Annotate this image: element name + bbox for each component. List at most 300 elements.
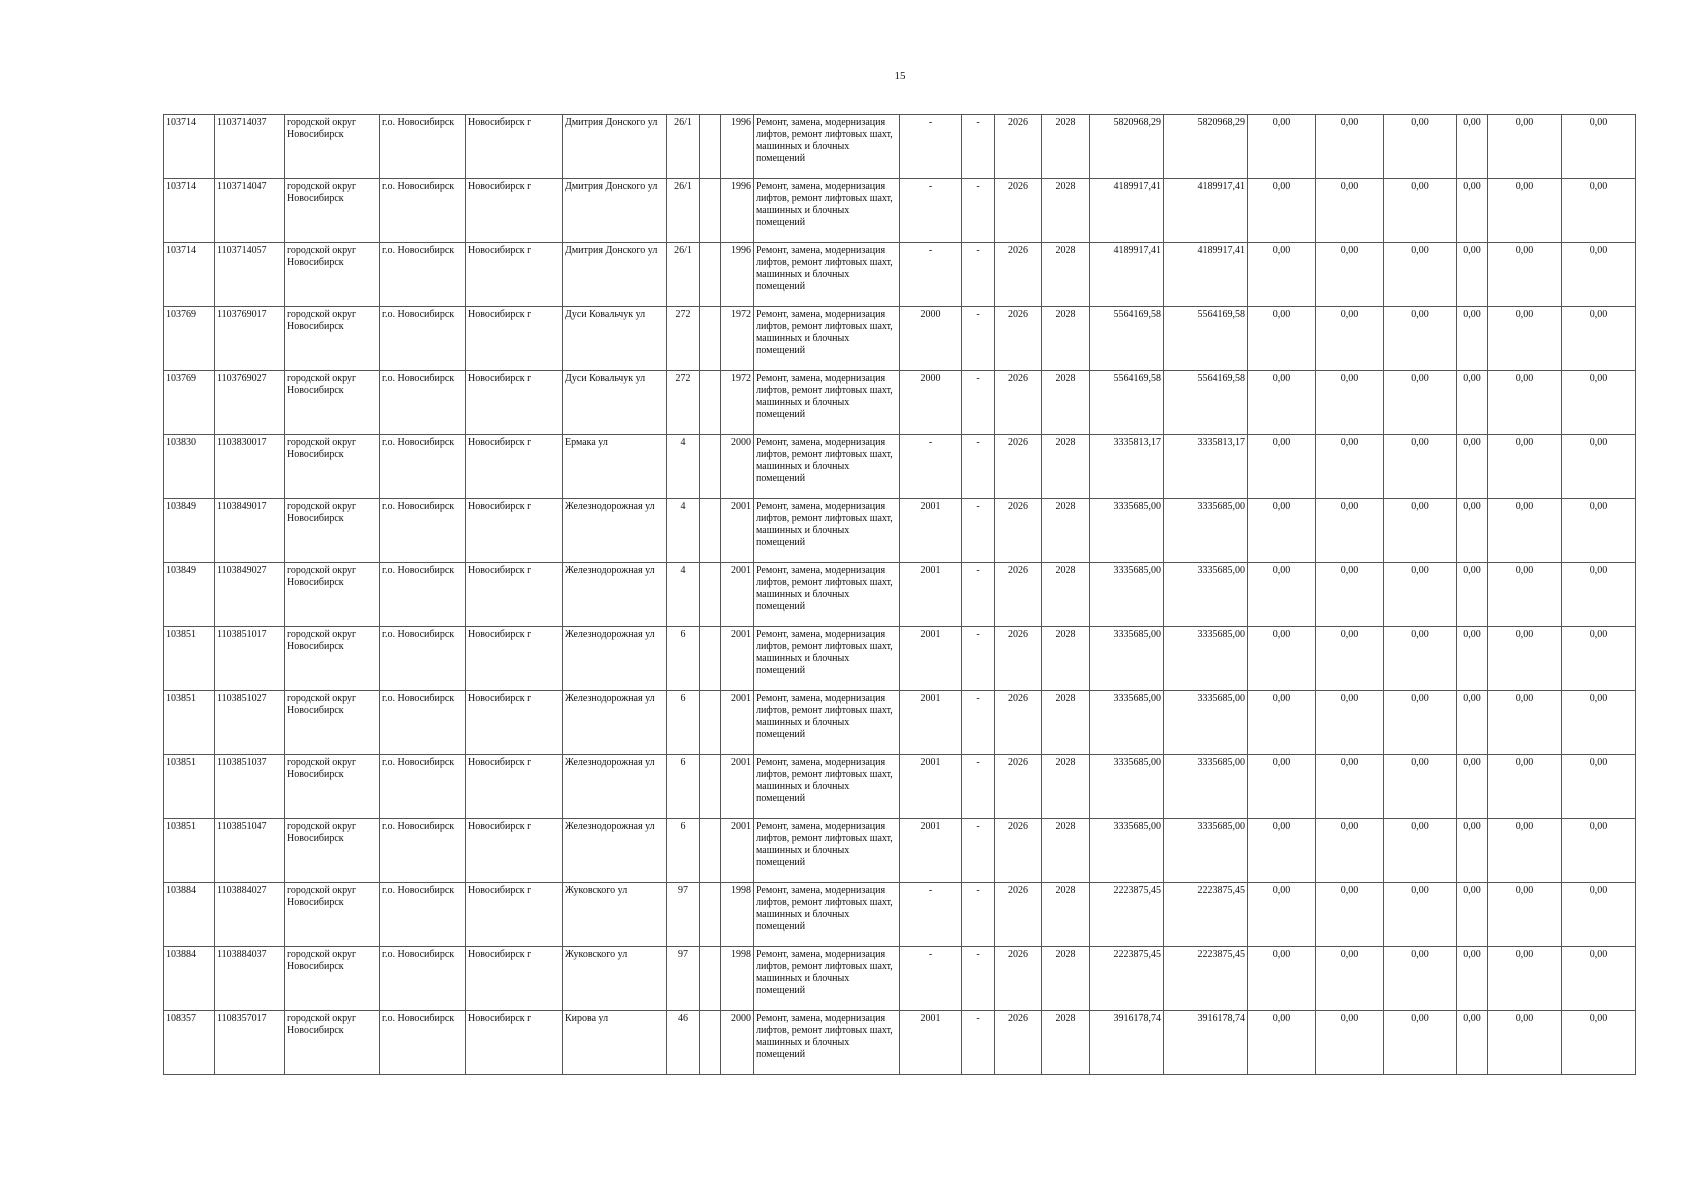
cell-object-code: 1103769027 (215, 371, 285, 435)
cell-municipality: городской округ Новосибирск (285, 115, 380, 179)
cell-locality: Новосибирск г (466, 691, 563, 755)
cell-district: г.о. Новосибирск (380, 243, 466, 307)
cell-object-code: 1103830017 (215, 435, 285, 499)
cell-other-funds: 0,00 (1488, 1011, 1562, 1075)
cell-local-funds: 0,00 (1384, 819, 1457, 883)
cell-federal-funds: 0,00 (1248, 307, 1316, 371)
cell-start-year: 2026 (995, 627, 1042, 691)
cell-last-repair-year: - (900, 115, 962, 179)
cell-planned-col: - (962, 819, 995, 883)
cell-object-code: 1103714057 (215, 243, 285, 307)
cell-start-year: 2026 (995, 307, 1042, 371)
cell-house-id: 103851 (164, 627, 215, 691)
cell-locality: Новосибирск г (466, 179, 563, 243)
cell-start-year: 2026 (995, 691, 1042, 755)
cell-house-id: 103851 (164, 755, 215, 819)
cell-regional-funds: 0,00 (1316, 627, 1384, 691)
cell-district: г.о. Новосибирск (380, 755, 466, 819)
cell-planned-col: - (962, 755, 995, 819)
cell-house-number: 4 (667, 435, 700, 499)
cell-work-type: Ремонт, замена, модернизация лифтов, ремонт лифтовых шахт, машинных и блочных помещений (754, 755, 900, 819)
cell-other-funds: 0,00 (1488, 499, 1562, 563)
cell-extra-funds: 0,00 (1562, 243, 1636, 307)
cell-year-built: 1996 (721, 243, 754, 307)
cell-house-id: 103851 (164, 691, 215, 755)
cell-federal-funds: 0,00 (1248, 563, 1316, 627)
cell-fund-cost: 3335685,00 (1164, 819, 1248, 883)
cell-locality: Новосибирск г (466, 1011, 563, 1075)
cell-district: г.о. Новосибирск (380, 819, 466, 883)
cell-extra-funds: 0,00 (1562, 307, 1636, 371)
cell-total-cost: 3335813,17 (1090, 435, 1164, 499)
cell-building (700, 947, 721, 1011)
cell-extra-funds: 0,00 (1562, 883, 1636, 947)
cell-object-code: 1103851037 (215, 755, 285, 819)
cell-district: г.о. Новосибирск (380, 883, 466, 947)
cell-object-code: 1103714047 (215, 179, 285, 243)
cell-municipality: городской округ Новосибирск (285, 755, 380, 819)
cell-extra-funds: 0,00 (1562, 947, 1636, 1011)
cell-end-year: 2028 (1042, 627, 1090, 691)
cell-fund-cost: 3335813,17 (1164, 435, 1248, 499)
cell-total-cost: 3335685,00 (1090, 499, 1164, 563)
cell-year-built: 2001 (721, 691, 754, 755)
cell-street: Железнодорожная ул (563, 755, 667, 819)
table-row (164, 179, 1636, 243)
cell-planned-col: - (962, 1011, 995, 1075)
cell-regional-funds: 0,00 (1316, 819, 1384, 883)
table-row (164, 499, 1636, 563)
cell-federal-funds: 0,00 (1248, 499, 1316, 563)
cell-end-year: 2028 (1042, 243, 1090, 307)
cell-local-funds: 0,00 (1384, 947, 1457, 1011)
cell-work-type: Ремонт, замена, модернизация лифтов, ремонт лифтовых шахт, машинных и блочных помещений (754, 307, 900, 371)
cell-fund-cost: 3335685,00 (1164, 627, 1248, 691)
cell-locality: Новосибирск г (466, 115, 563, 179)
table-row (164, 755, 1636, 819)
cell-federal-funds: 0,00 (1248, 883, 1316, 947)
cell-end-year: 2028 (1042, 947, 1090, 1011)
cell-regional-funds: 0,00 (1316, 179, 1384, 243)
cell-total-cost: 5564169,58 (1090, 307, 1164, 371)
cell-year-built: 1998 (721, 883, 754, 947)
cell-owner-funds: 0,00 (1457, 755, 1488, 819)
cell-local-funds: 0,00 (1384, 563, 1457, 627)
cell-locality: Новосибирск г (466, 435, 563, 499)
cell-district: г.о. Новосибирск (380, 435, 466, 499)
cell-house-id: 103884 (164, 947, 215, 1011)
cell-year-built: 2000 (721, 1011, 754, 1075)
cell-regional-funds: 0,00 (1316, 563, 1384, 627)
cell-local-funds: 0,00 (1384, 627, 1457, 691)
cell-local-funds: 0,00 (1384, 499, 1457, 563)
cell-municipality: городской округ Новосибирск (285, 819, 380, 883)
cell-end-year: 2028 (1042, 179, 1090, 243)
cell-municipality: городской округ Новосибирск (285, 947, 380, 1011)
cell-work-type: Ремонт, замена, модернизация лифтов, ремонт лифтовых шахт, машинных и блочных помещений (754, 179, 900, 243)
cell-start-year: 2026 (995, 371, 1042, 435)
cell-street: Железнодорожная ул (563, 627, 667, 691)
cell-street: Железнодорожная ул (563, 563, 667, 627)
table-row (164, 563, 1636, 627)
cell-municipality: городской округ Новосибирск (285, 435, 380, 499)
cell-work-type: Ремонт, замена, модернизация лифтов, ремонт лифтовых шахт, машинных и блочных помещений (754, 947, 900, 1011)
cell-district: г.о. Новосибирск (380, 179, 466, 243)
cell-start-year: 2026 (995, 819, 1042, 883)
cell-district: г.о. Новосибирск (380, 627, 466, 691)
cell-total-cost: 4189917,41 (1090, 179, 1164, 243)
cell-house-number: 4 (667, 499, 700, 563)
cell-last-repair-year: - (900, 435, 962, 499)
cell-last-repair-year: 2001 (900, 627, 962, 691)
cell-local-funds: 0,00 (1384, 435, 1457, 499)
cell-fund-cost: 2223875,45 (1164, 883, 1248, 947)
cell-municipality: городской округ Новосибирск (285, 1011, 380, 1075)
cell-house-id: 103714 (164, 243, 215, 307)
cell-locality: Новосибирск г (466, 627, 563, 691)
cell-object-code: 1103849027 (215, 563, 285, 627)
cell-last-repair-year: - (900, 179, 962, 243)
table-row (164, 243, 1636, 307)
cell-start-year: 2026 (995, 435, 1042, 499)
cell-other-funds: 0,00 (1488, 435, 1562, 499)
cell-district: г.о. Новосибирск (380, 371, 466, 435)
cell-start-year: 2026 (995, 243, 1042, 307)
cell-total-cost: 5820968,29 (1090, 115, 1164, 179)
cell-municipality: городской округ Новосибирск (285, 883, 380, 947)
cell-total-cost: 3335685,00 (1090, 627, 1164, 691)
cell-house-number: 272 (667, 371, 700, 435)
cell-fund-cost: 5564169,58 (1164, 307, 1248, 371)
cell-work-type: Ремонт, замена, модернизация лифтов, ремонт лифтовых шахт, машинных и блочных помещений (754, 435, 900, 499)
cell-regional-funds: 0,00 (1316, 371, 1384, 435)
cell-total-cost: 4189917,41 (1090, 243, 1164, 307)
cell-district: г.о. Новосибирск (380, 563, 466, 627)
cell-house-number: 26/1 (667, 179, 700, 243)
cell-house-id: 103830 (164, 435, 215, 499)
cell-fund-cost: 3916178,74 (1164, 1011, 1248, 1075)
cell-start-year: 2026 (995, 179, 1042, 243)
cell-total-cost: 3335685,00 (1090, 691, 1164, 755)
cell-object-code: 1103884027 (215, 883, 285, 947)
cell-house-number: 97 (667, 947, 700, 1011)
cell-street: Дмитрия Донского ул (563, 243, 667, 307)
cell-year-built: 2001 (721, 499, 754, 563)
cell-owner-funds: 0,00 (1457, 819, 1488, 883)
cell-owner-funds: 0,00 (1457, 1011, 1488, 1075)
cell-year-built: 1996 (721, 115, 754, 179)
cell-house-id: 108357 (164, 1011, 215, 1075)
cell-house-id: 103849 (164, 563, 215, 627)
cell-building (700, 1011, 721, 1075)
cell-last-repair-year: 2001 (900, 499, 962, 563)
cell-street: Железнодорожная ул (563, 499, 667, 563)
cell-building (700, 627, 721, 691)
cell-planned-col: - (962, 371, 995, 435)
table-row (164, 115, 1636, 179)
cell-last-repair-year: 2001 (900, 819, 962, 883)
cell-year-built: 1972 (721, 371, 754, 435)
cell-house-id: 103849 (164, 499, 215, 563)
cell-planned-col: - (962, 691, 995, 755)
cell-federal-funds: 0,00 (1248, 819, 1316, 883)
cell-planned-col: - (962, 627, 995, 691)
cell-start-year: 2026 (995, 499, 1042, 563)
cell-locality: Новосибирск г (466, 947, 563, 1011)
cell-local-funds: 0,00 (1384, 691, 1457, 755)
table-row (164, 435, 1636, 499)
cell-building (700, 883, 721, 947)
cell-federal-funds: 0,00 (1248, 691, 1316, 755)
cell-object-code: 1103769017 (215, 307, 285, 371)
cell-other-funds: 0,00 (1488, 755, 1562, 819)
cell-object-code: 1103849017 (215, 499, 285, 563)
cell-work-type: Ремонт, замена, модернизация лифтов, ремонт лифтовых шахт, машинных и блочных помещений (754, 1011, 900, 1075)
cell-municipality: городской округ Новосибирск (285, 499, 380, 563)
table-row (164, 883, 1636, 947)
cell-house-number: 26/1 (667, 243, 700, 307)
cell-end-year: 2028 (1042, 883, 1090, 947)
cell-end-year: 2028 (1042, 691, 1090, 755)
cell-last-repair-year: 2001 (900, 1011, 962, 1075)
cell-regional-funds: 0,00 (1316, 435, 1384, 499)
cell-federal-funds: 0,00 (1248, 371, 1316, 435)
cell-object-code: 1103851017 (215, 627, 285, 691)
cell-fund-cost: 5820968,29 (1164, 115, 1248, 179)
cell-district: г.о. Новосибирск (380, 1011, 466, 1075)
cell-last-repair-year: - (900, 243, 962, 307)
cell-building (700, 691, 721, 755)
cell-planned-col: - (962, 883, 995, 947)
table-body (164, 115, 1636, 1075)
cell-building (700, 115, 721, 179)
cell-federal-funds: 0,00 (1248, 243, 1316, 307)
cell-planned-col: - (962, 115, 995, 179)
cell-street: Железнодорожная ул (563, 691, 667, 755)
cell-work-type: Ремонт, замена, модернизация лифтов, ремонт лифтовых шахт, машинных и блочных помещений (754, 691, 900, 755)
cell-district: г.о. Новосибирск (380, 307, 466, 371)
cell-extra-funds: 0,00 (1562, 115, 1636, 179)
cell-locality: Новосибирск г (466, 883, 563, 947)
cell-municipality: городской округ Новосибирск (285, 179, 380, 243)
cell-regional-funds: 0,00 (1316, 499, 1384, 563)
cell-planned-col: - (962, 243, 995, 307)
cell-regional-funds: 0,00 (1316, 1011, 1384, 1075)
cell-extra-funds: 0,00 (1562, 755, 1636, 819)
cell-regional-funds: 0,00 (1316, 115, 1384, 179)
cell-local-funds: 0,00 (1384, 883, 1457, 947)
cell-local-funds: 0,00 (1384, 1011, 1457, 1075)
cell-last-repair-year: - (900, 883, 962, 947)
cell-work-type: Ремонт, замена, модернизация лифтов, ремонт лифтовых шахт, машинных и блочных помещений (754, 115, 900, 179)
cell-extra-funds: 0,00 (1562, 179, 1636, 243)
cell-building (700, 435, 721, 499)
cell-year-built: 2001 (721, 755, 754, 819)
page-number: 15 (894, 70, 906, 82)
cell-owner-funds: 0,00 (1457, 243, 1488, 307)
cell-owner-funds: 0,00 (1457, 499, 1488, 563)
cell-fund-cost: 4189917,41 (1164, 243, 1248, 307)
cell-house-number: 6 (667, 691, 700, 755)
cell-federal-funds: 0,00 (1248, 627, 1316, 691)
cell-extra-funds: 0,00 (1562, 371, 1636, 435)
cell-end-year: 2028 (1042, 563, 1090, 627)
cell-street: Дуси Ковальчук ул (563, 371, 667, 435)
cell-year-built: 1998 (721, 947, 754, 1011)
cell-object-code: 1103851047 (215, 819, 285, 883)
cell-fund-cost: 5564169,58 (1164, 371, 1248, 435)
cell-local-funds: 0,00 (1384, 755, 1457, 819)
cell-work-type: Ремонт, замена, модернизация лифтов, ремонт лифтовых шахт, машинных и блочных помещений (754, 819, 900, 883)
cell-start-year: 2026 (995, 115, 1042, 179)
cell-start-year: 2026 (995, 1011, 1042, 1075)
cell-end-year: 2028 (1042, 819, 1090, 883)
cell-locality: Новосибирск г (466, 819, 563, 883)
cell-total-cost: 3335685,00 (1090, 819, 1164, 883)
cell-municipality: городской округ Новосибирск (285, 627, 380, 691)
cell-work-type: Ремонт, замена, модернизация лифтов, ремонт лифтовых шахт, машинных и блочных помещений (754, 243, 900, 307)
cell-house-id: 103769 (164, 371, 215, 435)
cell-total-cost: 3335685,00 (1090, 755, 1164, 819)
cell-federal-funds: 0,00 (1248, 1011, 1316, 1075)
cell-regional-funds: 0,00 (1316, 691, 1384, 755)
cell-federal-funds: 0,00 (1248, 435, 1316, 499)
cell-extra-funds: 0,00 (1562, 499, 1636, 563)
cell-regional-funds: 0,00 (1316, 243, 1384, 307)
cell-planned-col: - (962, 947, 995, 1011)
cell-other-funds: 0,00 (1488, 371, 1562, 435)
cell-end-year: 2028 (1042, 435, 1090, 499)
cell-planned-col: - (962, 435, 995, 499)
cell-year-built: 2001 (721, 819, 754, 883)
cell-end-year: 2028 (1042, 371, 1090, 435)
cell-total-cost: 3335685,00 (1090, 563, 1164, 627)
cell-local-funds: 0,00 (1384, 371, 1457, 435)
cell-fund-cost: 3335685,00 (1164, 691, 1248, 755)
table-row (164, 819, 1636, 883)
cell-total-cost: 2223875,45 (1090, 883, 1164, 947)
cell-year-built: 1972 (721, 307, 754, 371)
table-row (164, 371, 1636, 435)
cell-owner-funds: 0,00 (1457, 883, 1488, 947)
cell-house-id: 103851 (164, 819, 215, 883)
cell-owner-funds: 0,00 (1457, 627, 1488, 691)
cell-work-type: Ремонт, замена, модернизация лифтов, ремонт лифтовых шахт, машинных и блочных помещений (754, 499, 900, 563)
cell-building (700, 563, 721, 627)
cell-district: г.о. Новосибирск (380, 947, 466, 1011)
cell-owner-funds: 0,00 (1457, 563, 1488, 627)
cell-end-year: 2028 (1042, 307, 1090, 371)
cell-start-year: 2026 (995, 563, 1042, 627)
cell-other-funds: 0,00 (1488, 883, 1562, 947)
cell-building (700, 755, 721, 819)
cell-local-funds: 0,00 (1384, 115, 1457, 179)
cell-other-funds: 0,00 (1488, 307, 1562, 371)
cell-end-year: 2028 (1042, 755, 1090, 819)
cell-regional-funds: 0,00 (1316, 307, 1384, 371)
cell-street: Жуковского ул (563, 883, 667, 947)
table-row (164, 1011, 1636, 1075)
cell-house-id: 103769 (164, 307, 215, 371)
cell-locality: Новосибирск г (466, 499, 563, 563)
cell-last-repair-year: 2001 (900, 691, 962, 755)
cell-start-year: 2026 (995, 947, 1042, 1011)
cell-locality: Новосибирск г (466, 371, 563, 435)
cell-district: г.о. Новосибирск (380, 115, 466, 179)
cell-house-number: 6 (667, 819, 700, 883)
cell-local-funds: 0,00 (1384, 243, 1457, 307)
cell-fund-cost: 3335685,00 (1164, 563, 1248, 627)
cell-municipality: городской округ Новосибирск (285, 563, 380, 627)
cell-federal-funds: 0,00 (1248, 755, 1316, 819)
cell-object-code: 1103851027 (215, 691, 285, 755)
table-row (164, 691, 1636, 755)
cell-house-number: 46 (667, 1011, 700, 1075)
cell-federal-funds: 0,00 (1248, 115, 1316, 179)
cell-regional-funds: 0,00 (1316, 755, 1384, 819)
cell-extra-funds: 0,00 (1562, 819, 1636, 883)
table-row (164, 627, 1636, 691)
cell-last-repair-year: 2000 (900, 307, 962, 371)
cell-house-number: 6 (667, 627, 700, 691)
cell-regional-funds: 0,00 (1316, 947, 1384, 1011)
cell-owner-funds: 0,00 (1457, 115, 1488, 179)
cell-fund-cost: 4189917,41 (1164, 179, 1248, 243)
cell-planned-col: - (962, 563, 995, 627)
cell-planned-col: - (962, 307, 995, 371)
cell-start-year: 2026 (995, 883, 1042, 947)
cell-total-cost: 2223875,45 (1090, 947, 1164, 1011)
cell-fund-cost: 2223875,45 (1164, 947, 1248, 1011)
cell-object-code: 1103714037 (215, 115, 285, 179)
cell-house-number: 4 (667, 563, 700, 627)
cell-locality: Новосибирск г (466, 755, 563, 819)
cell-street: Жуковского ул (563, 947, 667, 1011)
cell-extra-funds: 0,00 (1562, 691, 1636, 755)
cell-locality: Новосибирск г (466, 243, 563, 307)
cell-building (700, 179, 721, 243)
cell-other-funds: 0,00 (1488, 819, 1562, 883)
cell-building (700, 499, 721, 563)
cell-street: Дуси Ковальчук ул (563, 307, 667, 371)
cell-last-repair-year: 2001 (900, 563, 962, 627)
cell-building (700, 243, 721, 307)
cell-last-repair-year: 2000 (900, 371, 962, 435)
cell-house-number: 272 (667, 307, 700, 371)
cell-owner-funds: 0,00 (1457, 691, 1488, 755)
cell-other-funds: 0,00 (1488, 947, 1562, 1011)
cell-fund-cost: 3335685,00 (1164, 755, 1248, 819)
cell-house-id: 103714 (164, 115, 215, 179)
cell-object-code: 1108357017 (215, 1011, 285, 1075)
cell-municipality: городской округ Новосибирск (285, 243, 380, 307)
cell-house-number: 97 (667, 883, 700, 947)
cell-total-cost: 3916178,74 (1090, 1011, 1164, 1075)
cell-house-id: 103884 (164, 883, 215, 947)
cell-end-year: 2028 (1042, 115, 1090, 179)
cell-municipality: городской округ Новосибирск (285, 371, 380, 435)
cell-year-built: 2001 (721, 627, 754, 691)
cell-locality: Новосибирск г (466, 563, 563, 627)
cell-other-funds: 0,00 (1488, 627, 1562, 691)
cell-other-funds: 0,00 (1488, 115, 1562, 179)
cell-other-funds: 0,00 (1488, 691, 1562, 755)
cell-year-built: 2000 (721, 435, 754, 499)
cell-owner-funds: 0,00 (1457, 371, 1488, 435)
cell-building (700, 371, 721, 435)
cell-locality: Новосибирск г (466, 307, 563, 371)
cell-building (700, 307, 721, 371)
